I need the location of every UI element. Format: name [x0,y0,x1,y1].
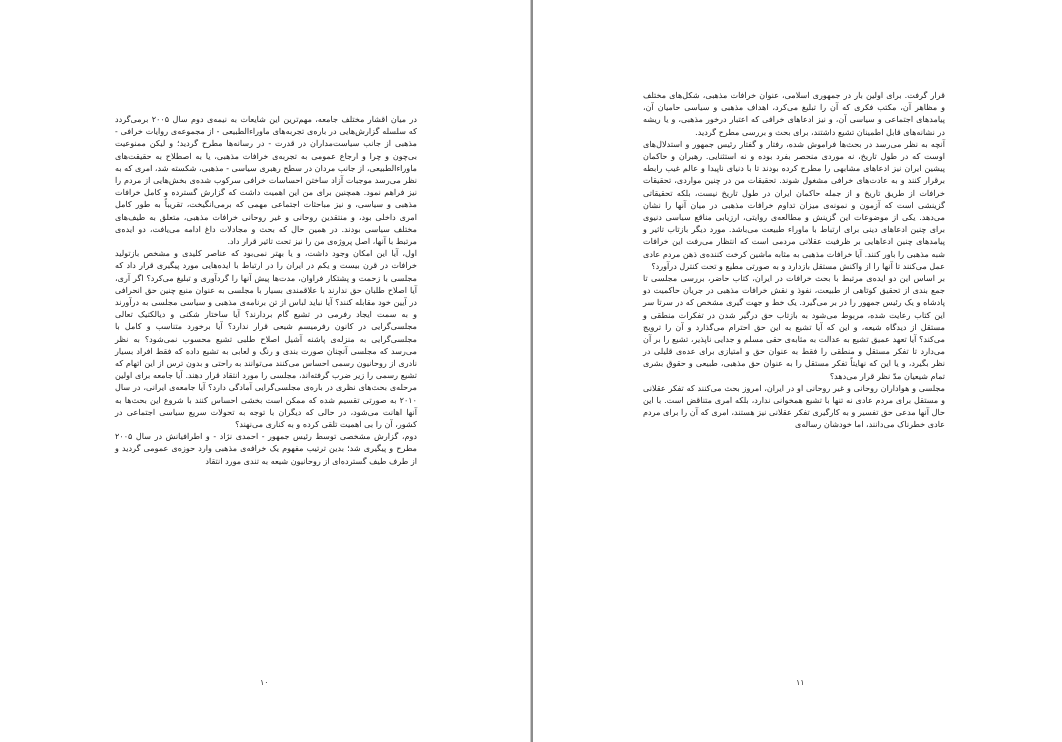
left-page-body [115,113,417,467]
page-divider [530,0,531,742]
paragraph: بر اساس این دو ایده‌ی مرتبط با بحث خرافات در ایران، کتاب حاضر، بررسی مجلسی تا جمع بندی از تحقیق کوتاهی از طبیعت، نفوذ و نقش خرافات مذهبی در جریان حاکمیت دو پادشاه و یک رئیس جمهور را در بر می‌گیرد. یک خط و جهت گیری مشخص که در سرتا سر این کتاب رعایت شده، مربوط می‌شود به بازتاب حق درگیر شدن در تفکرات منطقی و مستقل از دیدگاه شیعه، و این که آیا تشیع به این حق احترام می‌گذارد و آن را ترویج می‌کند؟ آیا تعهد عمیق تشیع به عدالت به مثابه‌ی حقی مسلم و جدایی ناپذیر، تشیع را بر آن می‌دارد تا تفکر مستقل و منطقی را فقط به عنوان حق و امتیازی برای عده‌ی قلیلی در نظر بگیرد، و یا این که نهایتاً تفکر مستقل را به عنوان حق مذهبی، طبیعی و حقوق بشری تمام شیعیان مدّ نظر قرار می‌دهد؟ [643,273,945,381]
page-number: ۱۰ [260,678,269,687]
left-page [0,0,530,742]
paragraph: دوم، گزارش مشخصی توسط رئیس جمهور - احمدی نژاد - و اطرافیانش در سال ۲۰۰۵ مطرح و پیگیری شد؛ بدین ترتیب مفهوم یک خرافه‌ی مذهبی وارد حوزه‌ی عمومی گردید و از طرف طیف گسترده‌ای از روحانیون شیعه به تندی مورد انتقاد [115,431,417,466]
paragraph: اول، آیا این امکان وجود داشت، و یا بهتر نمی‌بود که عناصر کلیدی و مشخص بازتولید خرافات در قرن بیست و یکم در ایران را در ارتباط با ایده‌هایی مورد پیگیری قرار داد که مجلسی با زحمت و پشتکار فراوان، مدت‌ها پیش آنها را گردآوری و تبلیغ می‌کرد؟ اگر آری، آیا اصلاح طلبان حق ندارند با علاقمندی بسیار با مجلسی به عنوان منبع چنین حق انحرافی در آیین خود مقابله کنند؟ آیا نباید لباس از تن برنامه‌ی مذهبی و سیاسی مجلسی به درآورند و به سمت ایجاد رفرمی در تشیع گام بردارند؟ آیا ساختار شکنی و دیالکتیک تعالی مجلسی‌گرایی در کانون رفرمیسم شیعی قرار ندارد؟ آیا برخورد متناسب و کامل با مجلسی‌گرایی به منزله‌ی پاشنه آشیل اصلاح طلبی تشیع محسوب نمی‌شود؟ به نظر می‌رسد که مجلسی آنچنان صورت بندی و رنگ و لعابی به تشیع داده که فقط افراد بسیار نادری از روحانیون رسمی احساس می‌کنند می‌توانند به راحتی و بدون ترس از این اتهام که تشیع رسمی را زیر ضرب گرفته‌اند، مجلسی را مورد انتقاد قرار دهند. آیا جامعه برای اولین مرحله‌ی بحث‌های نظری در بارەی مجلسی‌گرایی آمادگی دارد؟ آیا جامعه‌ی ایرانی، در سال ۲۰۱۰ به صورتی تقسیم شده که ممکن است بخشی احساس کنند با شروع این بحث‌ها به آنها اهانت می‌شود، در حالی که دیگران با توجه به تحولات سریع سیاسی اجتماعی در کشور، آن را بی اهمیت تلقی کرده و به کناری می‌نهند؟ [115,248,417,430]
right-page-body [643,89,945,431]
page-number: ۱۱ [796,678,805,687]
right-page [533,0,1062,742]
paragraph: در میان اقشار مختلف جامعه، مهم‌ترین این شایعات به نیمه‌ی دوم سال ۲۰۰۵ برمی‌گردد که سلسله گزارش‌هایی در بارەی تجربه‌های ماوراءالطبیعی - از مجموعه‌ی روایات خرافی - مذهبی از جانب سیاست‌مداران در قدرت - در رسانه‌ها مطرح گردید؛ و لیکن ممنوعیت بی‌چون و چرا و ارجاع عمومی به تجربه‌ی خرافات مذهبی، یا به اصطلاح به حقیقت‌های ماوراءالطبیعی، از جانب مردان در سطح رهبری سیاسی - مذهبی، شکسته شد، امری که به نظر می‌رسد موجبات آزاد ساختن احساسات خرافی سرکوب شده‌ی بخش‌هایی از مردم را نیز فراهم نمود. همچنین برای من این اهمیت داشت که گزارش گسترده و کامل خرافات مذهبی و سیاسی، و نیز مباحثات اجتماعی مهمی که برمی‌انگیخت، تقریباً به طور کامل امری داخلی بود، و منتقدین روحانی و غیر روحانی خرافات مذهبی، متعلق به طیف‌های مختلف سیاسی بودند. در همین حال که بحث و مجادلات داغ ادامه می‌یافت، دو ایده‌ی مرتبط با آنها، اصل پروژه‌ی من را نیز تحت تاثیر قرار داد. [115,114,417,247]
paragraph: مجلسی و هواداران روحانی و غیر روحانی او در ایران، امروز بحث می‌کنند که تفکر عقلانی و مستقل برای مردم عادی نه تنها با تشیع همخوانی ندارد، بلکه امری متناقض است. با این حال آنها مدعی حق تفسیر و به کارگیری تفکر عقلانی نیز هستند، امری که آن را برای مردم عادی خطرناک می‌دانند، اما خودشان رساله‌ی [643,382,945,430]
paragraph: قرار گرفت. برای اولین بار در جمهوری اسلامی، عنوان خرافات مذهبی، شکل‌های مختلف و مظاهر آن، مکتب فکری که آن را تبلیغ می‌کرد، اهداف مذهبی و سیاسی حامیان آن، پیامدهای اجتماعی و سیاسی آن، و نیز ادعاهای خرافی که اعتبار درخور مذهبی، و یا ریشه در نشانه‌های قابل اطمینان تشیع داشتند، برای بحث و بررسی مطرح گردید. [643,90,945,137]
paragraph: آنچه به نظر می‌رسد در بحث‌ها فراموش شده، رفتار و گفتار رئیس جمهور و استدلال‌های اوست که در طول تاریخ، نه موردی منحصر بفرد بوده و نه استثنایی. رهبران و حاکمان پیشین ایران نیز ادعاهای مشابهی را مطرح کرده بودند تا با دنیای ناپیدا و عالم غیب رابطه برقرار کنند و به عادت‌های خرافی مشغول شوند. تحقیقات من در چنین مواردی، تحقیقات خرافات از طریق تاریخ و از جمله حاکمان ایران در طول تاریخ نیست، بلکه تحقیقاتی گزینشی است که آزمون و نمونه‌ی میزان تداوم خرافات مذهبی در میان آنها را نشان می‌دهد. یکی از موضوعات این گزینش و مطالعه‌ی روایتی، ارزیابی مناقع سیاسی دنیوی برای چنین ادعاهای دینی برای ارتباط با ماوراء طبیعت می‌باشد. مورد دیگر بازتاب تاثیر و پیامدهای چنین ادعاهایی بر ظرفیت عقلانی مردمی است که انتظار می‌رفت این خرافات شبه مذهبی را باور کنند. آیا خرافات مذهبی به مثابه ماشین کرخت کننده‌ی ذهن مردم عادی عمل می‌کنند تا آنها را از واکنش مستقل بازدارد و به صورتی مطیع و تحت کنترل درآورد؟ [643,138,945,271]
